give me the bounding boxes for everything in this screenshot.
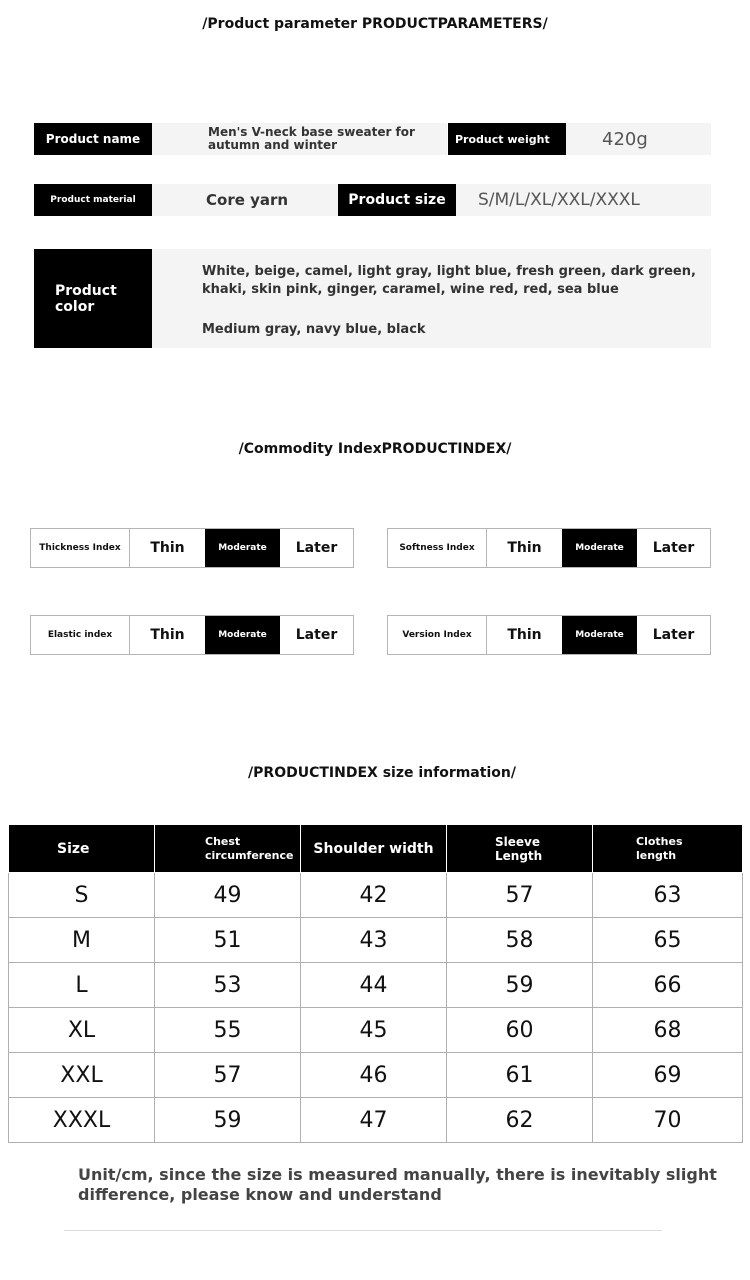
product-color-line2: khaki, skin pink, ginger, caramel, wine red, red, sea blue — [202, 282, 619, 297]
cell-shoulder: 42 — [301, 873, 447, 918]
cell-size: XXL — [9, 1053, 155, 1098]
size-table-header — [9, 825, 743, 873]
header-clothes — [593, 825, 743, 873]
cell-chest: 57 — [155, 1053, 301, 1098]
elastic-option-moderate: Moderate — [205, 616, 280, 654]
softness-option-later: Later — [652, 540, 695, 556]
cell-sleeve: 60 — [447, 1008, 593, 1053]
product-name-line1: Men's V-neck base sweater for — [208, 125, 415, 139]
header-chest-line1: Chest — [205, 834, 241, 848]
cell-shoulder: 47 — [301, 1098, 447, 1143]
size-note-line1: Unit/cm, since the size is measured manually, there is inevitably slight — [78, 1165, 717, 1184]
bottom-divider — [64, 1230, 662, 1231]
cell-clothes: 65 — [593, 918, 743, 963]
table-row — [9, 873, 743, 918]
cell-sleeve: 62 — [447, 1098, 593, 1143]
cell-sleeve: 59 — [447, 963, 593, 1008]
index-heading: /Commodity IndexPRODUCTINDEX/ — [238, 441, 512, 457]
version-index — [387, 615, 711, 655]
version-index-label: Version Index — [388, 616, 487, 654]
elastic-index — [30, 615, 354, 655]
product-color-line1: White, beige, camel, light gray, light blue, fresh green, dark green, — [202, 264, 696, 279]
cell-clothes: 63 — [593, 873, 743, 918]
product-weight-label: Product weight — [448, 123, 566, 155]
version-option-later: Later — [652, 627, 695, 643]
cell-sleeve: 58 — [447, 918, 593, 963]
product-color-label: Product color — [34, 249, 152, 348]
header-chest-line2: circumference — [205, 848, 294, 862]
thickness-index — [30, 528, 354, 568]
cell-size: S — [9, 873, 155, 918]
size-note-line2: difference, please know and understand — [78, 1185, 442, 1204]
softness-index-label: Softness Index — [388, 529, 487, 567]
softness-index — [387, 528, 711, 568]
cell-size: XXXL — [9, 1098, 155, 1143]
cell-sleeve: 61 — [447, 1053, 593, 1098]
softness-option-thin: Thin — [507, 540, 542, 556]
cell-chest: 51 — [155, 918, 301, 963]
table-row — [9, 963, 743, 1008]
cell-size: M — [9, 918, 155, 963]
thickness-index-label: Thickness Index — [31, 529, 130, 567]
params-heading: /Product parameter PRODUCTPARAMETERS/ — [202, 16, 548, 32]
version-option-thin: Thin — [507, 627, 542, 643]
cell-chest: 49 — [155, 873, 301, 918]
cell-shoulder: 45 — [301, 1008, 447, 1053]
product-name-label: Product name — [34, 123, 152, 155]
product-weight-value: 420g — [566, 123, 711, 155]
cell-sleeve: 57 — [447, 873, 593, 918]
product-size-label: Product size — [338, 184, 456, 216]
header-shoulder: Shoulder width — [301, 825, 447, 873]
cell-shoulder: 43 — [301, 918, 447, 963]
elastic-index-label: Elastic index — [31, 616, 130, 654]
header-sleeve-line1: Sleeve — [495, 834, 540, 849]
product-material-value: Core yarn — [152, 184, 338, 216]
cell-clothes: 69 — [593, 1053, 743, 1098]
product-color-value — [152, 249, 711, 348]
softness-option-moderate: Moderate — [562, 529, 637, 567]
header-sleeve-line2: Length — [495, 848, 543, 863]
cell-shoulder: 46 — [301, 1053, 447, 1098]
cell-clothes: 70 — [593, 1098, 743, 1143]
header-chest — [155, 825, 301, 873]
cell-size: XL — [9, 1008, 155, 1053]
table-row — [9, 1008, 743, 1053]
cell-clothes: 66 — [593, 963, 743, 1008]
header-size: Size — [9, 825, 155, 873]
product-name-value — [152, 123, 447, 155]
size-table — [8, 824, 743, 1143]
product-size-value: S/M/L/XL/XXL/XXXL — [456, 184, 711, 216]
cell-clothes: 68 — [593, 1008, 743, 1053]
elastic-option-thin: Thin — [150, 627, 185, 643]
cell-size: L — [9, 963, 155, 1008]
table-row — [9, 1053, 743, 1098]
version-option-moderate: Moderate — [562, 616, 637, 654]
elastic-option-later: Later — [295, 627, 338, 643]
header-clothes-line1: Clothes — [636, 834, 683, 848]
table-row — [9, 1098, 743, 1143]
product-name-line2: autumn and winter — [208, 138, 338, 152]
thickness-option-moderate: Moderate — [205, 529, 280, 567]
size-heading: /PRODUCTINDEX size information/ — [248, 765, 516, 781]
cell-chest: 53 — [155, 963, 301, 1008]
cell-shoulder: 44 — [301, 963, 447, 1008]
cell-chest: 59 — [155, 1098, 301, 1143]
thickness-option-thin: Thin — [150, 540, 185, 556]
product-color-line3: Medium gray, navy blue, black — [202, 322, 426, 337]
header-clothes-line2: length — [636, 848, 677, 862]
header-sleeve — [447, 825, 593, 873]
table-row — [9, 918, 743, 963]
size-note — [78, 1165, 718, 1205]
product-material-label: Product material — [34, 184, 152, 216]
cell-chest: 55 — [155, 1008, 301, 1053]
thickness-option-later: Later — [295, 540, 338, 556]
